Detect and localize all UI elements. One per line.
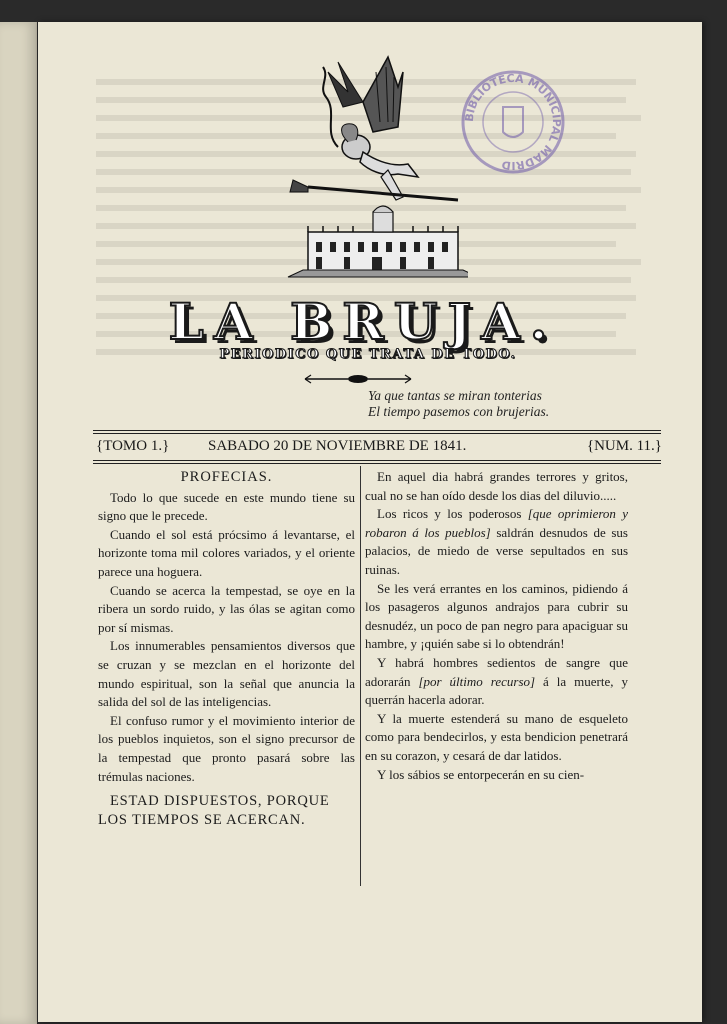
library-stamp — [458, 67, 568, 177]
previous-page-edge — [0, 22, 37, 1024]
paragraph — [365, 505, 628, 579]
motto-line-1: Ya que tantas se miran tonterias — [368, 388, 542, 403]
witch-emblem-illustration — [268, 52, 468, 282]
paragraph: Cuando el sol está prócsimo á levantarse, el horizonte toma mil colores variados, y el oriente parece una hoguera. — [98, 526, 355, 579]
column-divider — [360, 466, 361, 886]
ornament-divider — [303, 370, 413, 382]
newspaper-page — [38, 22, 702, 1022]
dateline-rule-thin — [93, 463, 661, 464]
paragraph-text: á la muerte, y querrán hacerla adorar. — [365, 673, 628, 708]
motto — [368, 388, 549, 420]
motto-line-2: El tiempo pasemos con brujerias. — [368, 404, 550, 419]
paragraph: El confuso rumor y el movimiento interior de los pueblos inquietos, son el signo precursor de la tempestad que pronto pasará sobre las trémulas naciones. — [98, 712, 355, 784]
paragraph — [365, 654, 628, 710]
seal-text: BIBLIOTECA MUNICIPAL MADRID — [462, 71, 564, 173]
top-rule — [93, 430, 661, 431]
italic-aside: [que oprimieron y robaron á los pueblos] — [365, 506, 628, 540]
top-rule-thin — [93, 433, 661, 434]
dateline-rule — [93, 460, 661, 461]
paragraph: Y la muerte estenderá su mano de esqueleto como para bendecirlos, y esta bendicion penetrará en su corazon, y cesará de dar latidos. — [365, 710, 628, 763]
paragraph: Todo lo que sucede en este mundo tiene su signo que le precede. — [98, 489, 355, 524]
left-column — [98, 468, 355, 830]
paragraph: Y los sábios se entorpecerán en su cien- — [377, 766, 585, 782]
paragraph-text: Los ricos y los poderosos — [377, 506, 522, 522]
paragraph: En aquel dia habrá grandes terrores y gritos, cual no se han oído desde los dias del diluvio..... — [365, 469, 628, 503]
article-title: PROFECIAS. — [180, 469, 273, 485]
paragraph: Cuando se acerca la tempestad, se oye en la ribera un sordo ruido, y las ólas se agitan como por sí mismas. — [98, 582, 355, 635]
right-column — [365, 468, 628, 784]
closing-statement: ESTAD DISPUESTOS, PORQUE LOS TIEMPOS SE ACERCAN. — [98, 793, 330, 829]
issue-number: {NUM. 11.} — [586, 438, 662, 454]
paragraph-text: saldrán desnudos de sus palacios, de miedo de verse sepultados en sus ruinas. — [365, 524, 628, 577]
paragraph: Los innumerables pensamientos diversos que se cruzan y se mezclan en el horizonte del mundo espiritual, son la señal que anuncia la salida del sol de las inteligencias. — [98, 638, 355, 710]
masthead-title: LA BRUJA. — [168, 292, 558, 351]
italic-aside: [por último recurso] — [418, 673, 536, 689]
issue-date: SABADO 20 DE NOVIEMBRE DE 1841. — [208, 438, 467, 454]
dateline — [96, 438, 662, 460]
masthead-subtitle: PERIODICO QUE TRATA DE TODO. — [219, 347, 517, 362]
paragraph-text: Y habrá hombres sedientos de sangre que adorarán — [365, 654, 628, 689]
paragraph: Se les verá errantes en los caminos, pidiendo á los pasageros algunos andrajos para cubrir su desnudéz, un poco de pan negro para apaciguar su hambre, y ¡quién sabe si lo obtendrán! — [365, 580, 628, 652]
volume-number: {TOMO 1.} — [96, 438, 170, 454]
